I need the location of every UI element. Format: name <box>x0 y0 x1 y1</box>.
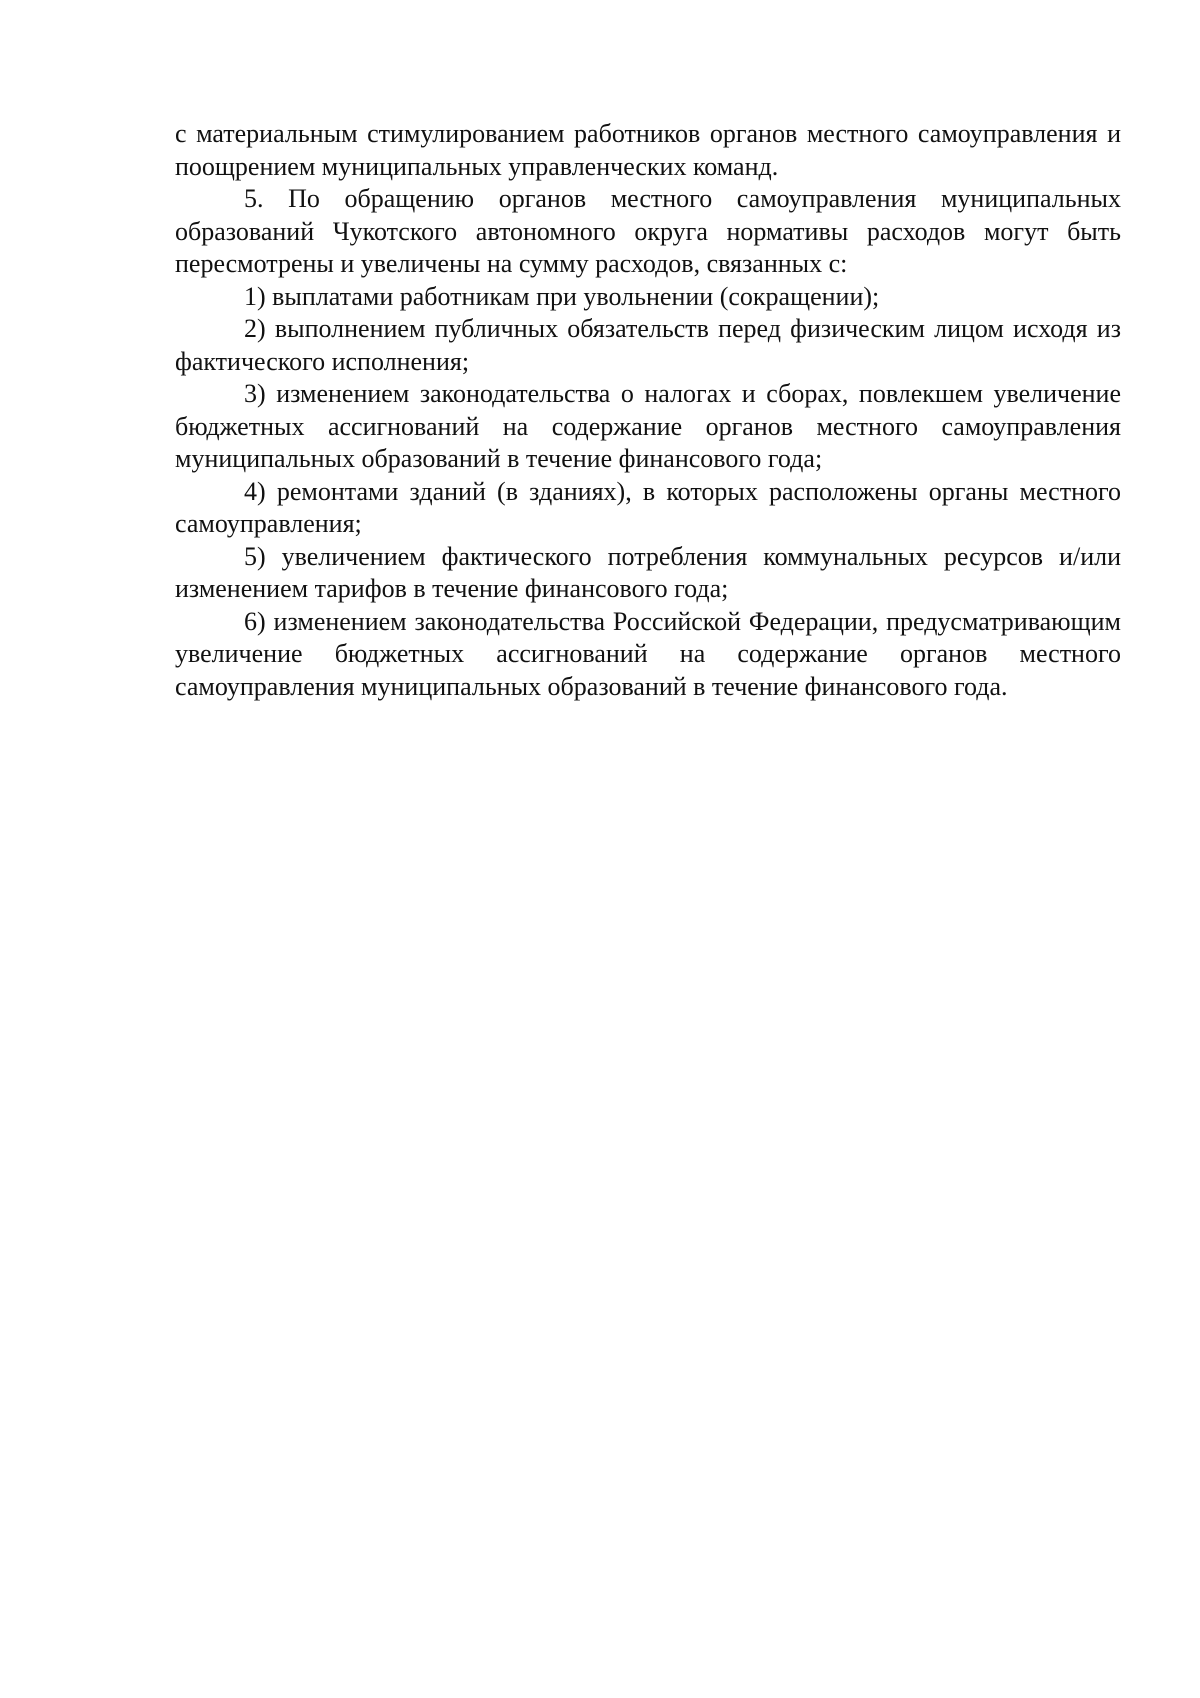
document-body <box>175 118 1121 703</box>
paragraph-continuation: с материальным стимулированием работников органов местного самоуправления и поощрением муниципальных управленческих команд. <box>175 119 1121 181</box>
list-item-2: 2) выполнением публичных обязательств перед физическим лицом исходя из фактического исполнения; <box>175 314 1121 376</box>
list-item-4: 4) ремонтами зданий (в зданиях), в которых расположены органы местного самоуправления; <box>175 476 1121 538</box>
list-item-5: 5) увеличением фактического потребления коммунальных ресурсов и/или изменением тарифов в течение финансового года; <box>175 541 1121 603</box>
list-item-3: 3) изменением законодательства о налогах и сборах, повлекшем увеличение бюджетных ассигнований на содержание органов местного самоуправления муниципальных образований в течение финансового года; <box>175 379 1121 473</box>
paragraph-item-5: 5. По обращению органов местного самоуправления муниципальных образований Чукотского автономного округа нормативы расходов могут быть пересмотрены и увеличены на сумму расходов, связанных с: <box>175 184 1121 278</box>
list-item-6: 6) изменением законодательства Российской Федерации, предусматривающим увеличение бюджетных ассигнований на содержание органов местного самоуправления муниципальных образований в течение финансового года. <box>175 606 1121 701</box>
list-item-1: 1) выплатами работникам при увольнении (сокращении); <box>244 281 880 311</box>
